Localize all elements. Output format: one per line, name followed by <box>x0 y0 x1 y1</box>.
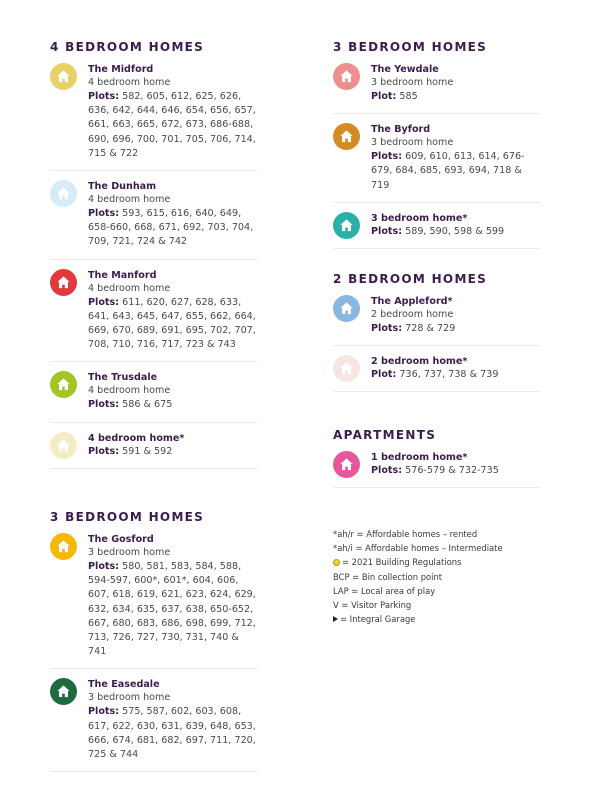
home-name: The Dunham <box>88 181 157 193</box>
home-name: 1 bedroom home* <box>371 452 468 463</box>
legend-text: LAP = Local area of play <box>333 585 436 596</box>
home-name: The Trusdale <box>88 372 158 384</box>
plots-label: Plot: <box>371 369 397 381</box>
home-type: 2 bedroom home <box>371 309 454 320</box>
plots-list: 728 & 729 <box>405 323 456 334</box>
legend-row <box>333 584 503 598</box>
home-entry <box>50 269 257 363</box>
home-plots <box>88 560 257 659</box>
house-icon <box>333 451 360 478</box>
plots-list: 576-579 & 732-735 <box>405 465 499 476</box>
house-icon <box>50 180 77 207</box>
plots-list: 585 <box>399 91 418 102</box>
home-type: 4 bedroom home <box>88 77 171 88</box>
house-icon <box>333 212 360 239</box>
home-name: 4 bedroom home* <box>88 432 185 444</box>
house-icon <box>50 269 77 296</box>
legend-text: *ah/r = Affordable homes – rented <box>333 529 478 539</box>
house-icon <box>50 432 77 459</box>
plots-list: 736, 737, 738 & 739 <box>399 369 499 381</box>
home-type: 3 bedroom home <box>371 137 454 149</box>
plots-list: 586 & 675 <box>122 399 173 411</box>
home-plots <box>88 705 257 762</box>
home-plots <box>88 207 257 250</box>
plots-list: 589, 590, 598 & 599 <box>405 225 505 237</box>
house-icon <box>333 295 360 322</box>
house-icon <box>333 63 360 90</box>
legend-text: = 2021 Building Regulations <box>342 557 462 568</box>
house-icon <box>333 123 360 150</box>
home-entry <box>50 180 257 260</box>
legend <box>333 527 503 626</box>
house-icon <box>50 371 77 398</box>
home-type: 3 bedroom home <box>371 77 454 88</box>
home-entry <box>333 212 540 249</box>
home-entry <box>50 63 257 171</box>
home-plots <box>371 90 540 104</box>
home-plots <box>371 322 540 336</box>
section-title: 4 BEDROOM HOMES <box>50 40 205 54</box>
plots-label: Plots: <box>88 296 120 308</box>
home-entry <box>333 355 540 392</box>
plots-label: Plots: <box>88 208 120 220</box>
plots-label: Plots: <box>371 151 403 163</box>
home-name: The Manford <box>88 269 157 281</box>
home-name: The Appleford* <box>371 296 453 307</box>
plots-label: Plot: <box>371 91 397 102</box>
home-entry <box>50 432 257 469</box>
home-entry <box>50 533 257 669</box>
section-title: APARTMENTS <box>333 428 437 442</box>
home-type: 3 bedroom home <box>88 692 171 704</box>
home-plots <box>371 368 540 382</box>
home-entry <box>333 123 540 203</box>
legend-row <box>333 570 503 584</box>
house-icon <box>50 678 77 705</box>
plots-list: 609, 610, 613, 614, 676-679, 684, 685, 693, 694, 718 & 719 <box>371 151 525 191</box>
home-entry <box>333 295 540 346</box>
yellow-dot-icon <box>333 559 340 566</box>
legend-text: *ah/i = Affordable homes – Intermediate <box>333 543 503 554</box>
home-name: The Midford <box>88 64 154 75</box>
home-name: 3 bedroom home* <box>371 212 468 224</box>
home-name: The Yewdale <box>371 64 439 75</box>
plots-label: Plots: <box>88 91 120 102</box>
home-entry <box>333 63 540 114</box>
plots-label: Plots: <box>371 323 403 334</box>
legend-row <box>333 612 503 626</box>
home-type: 4 bedroom home <box>88 194 171 206</box>
section-title: 3 BEDROOM HOMES <box>50 510 205 524</box>
home-name: The Gosford <box>88 534 154 545</box>
section-title: 3 BEDROOM HOMES <box>333 40 488 54</box>
home-name: 2 bedroom home* <box>371 356 468 368</box>
home-plots <box>88 90 257 161</box>
triangle-icon <box>333 616 338 622</box>
home-plots <box>88 296 257 353</box>
home-name: The Easedale <box>88 679 160 691</box>
section-title: 2 BEDROOM HOMES <box>333 272 488 286</box>
home-entry <box>50 371 257 422</box>
home-plots <box>371 464 540 478</box>
home-plots <box>371 150 540 193</box>
legend-row <box>333 527 503 541</box>
home-plots <box>371 225 540 239</box>
plots-label: Plots: <box>88 445 120 457</box>
home-type: 4 bedroom home <box>88 385 171 397</box>
right-section-0 <box>333 40 548 258</box>
home-plots <box>88 398 257 412</box>
house-icon <box>333 355 360 382</box>
left-section-1 <box>50 510 265 781</box>
legend-text: = Integral Garage <box>340 614 416 625</box>
legend-row <box>333 541 503 555</box>
plots-list: 591 & 592 <box>122 445 173 457</box>
home-type: 3 bedroom home <box>88 547 171 558</box>
right-section-2 <box>333 428 548 497</box>
house-icon <box>50 533 77 560</box>
left-section-0 <box>50 40 265 478</box>
home-plots <box>88 445 257 459</box>
plots-label: Plots: <box>88 706 120 718</box>
home-type: 4 bedroom home <box>88 282 171 294</box>
plots-label: Plots: <box>371 225 403 237</box>
legend-text: BCP = Bin collection point <box>333 571 443 582</box>
plots-list: 575, 587, 602, 603, 608, 617, 622, 630, 631, 639, 648, 653, 666, 674, 681, 682, 697, 711, 720, 725 & 744 <box>88 706 256 761</box>
right-section-1 <box>333 272 548 401</box>
plots-list: 580, 581, 583, 584, 588, 594-597, 600*, 601*, 604, 606, 607, 618, 619, 621, 623, 624, 629, 632, 634, 635, 637, 638, 650-652, 667, 680, 683, 686, 698, 699, 712, 713, 726, 727, 730, 731, 740 & 741 <box>88 561 256 658</box>
plots-label: Plots: <box>371 465 403 476</box>
house-icon <box>50 63 77 90</box>
plots-label: Plots: <box>88 399 120 411</box>
plots-list: 593, 615, 616, 640, 649, 658-660, 668, 671, 692, 703, 704, 709, 721, 724 & 742 <box>88 208 254 248</box>
plots-list: 611, 620, 627, 628, 633, 641, 643, 645, 647, 655, 662, 664, 669, 670, 689, 691, 695, 702, 707, 708, 710, 716, 717, 723 & 743 <box>88 296 256 351</box>
plots-list: 582, 605, 612, 625, 626, 636, 642, 644, 646, 654, 656, 657, 661, 663, 665, 672, 673, 686-688, 690, 696, 700, 701, 705, 706, 714, 715 & 722 <box>88 91 256 159</box>
home-entry <box>50 678 257 772</box>
legend-row <box>333 555 503 569</box>
home-entry <box>333 451 540 488</box>
plots-label: Plots: <box>88 561 120 572</box>
legend-text: V = Visitor Parking <box>333 600 412 611</box>
home-name: The Byford <box>371 124 431 136</box>
legend-row <box>333 598 503 612</box>
